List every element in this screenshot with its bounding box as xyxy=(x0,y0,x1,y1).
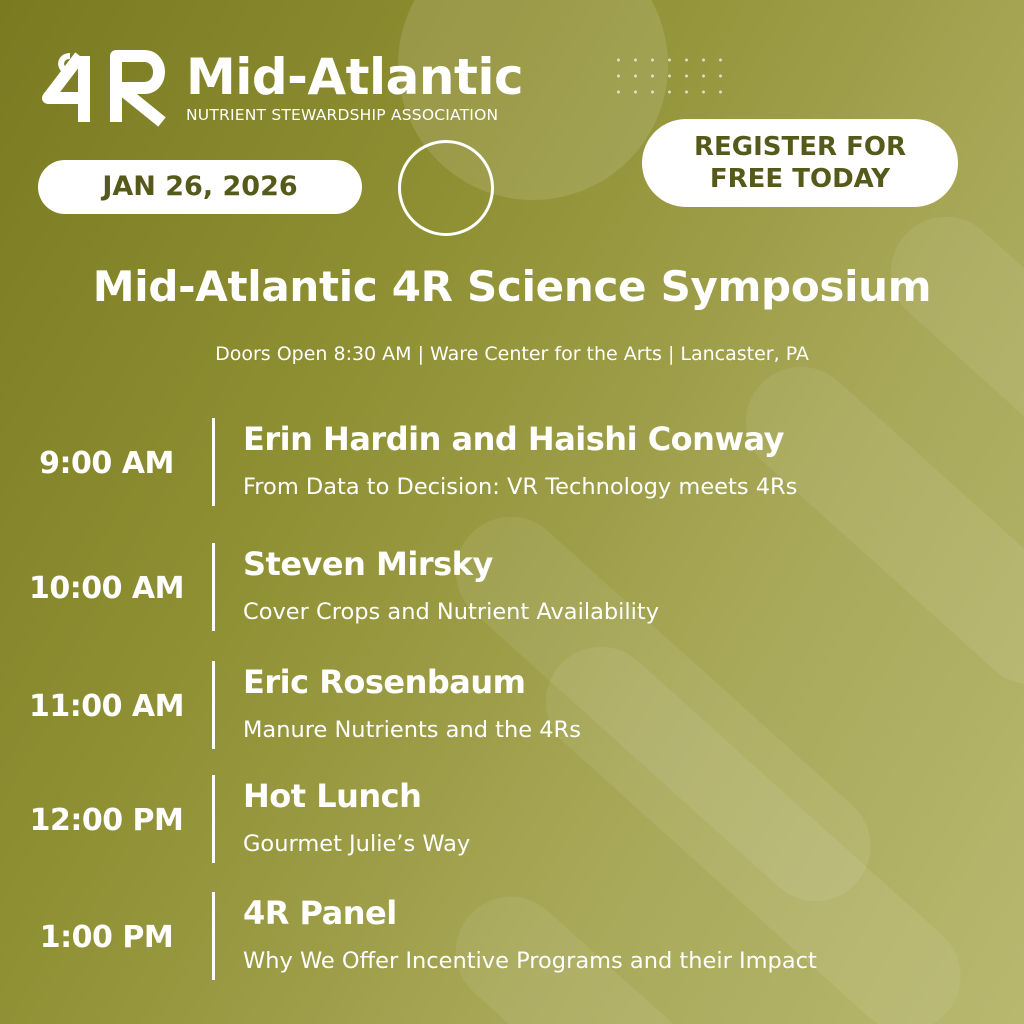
background-stripe xyxy=(723,344,1024,707)
register-label-line1: REGISTER FOR xyxy=(694,132,906,162)
4r-logo-icon xyxy=(40,48,180,128)
agenda-topic: Cover Crops and Nutrient Availability xyxy=(243,599,660,625)
agenda-item xyxy=(0,543,1024,633)
agenda-topic: Why We Offer Incentive Programs and their Impact xyxy=(243,948,817,974)
agenda-divider xyxy=(212,892,215,980)
agenda-divider xyxy=(212,661,215,749)
agenda-speaker: Steven Mirsky xyxy=(243,545,493,583)
agenda-item xyxy=(0,661,1024,751)
agenda-divider xyxy=(212,775,215,863)
agenda-topic: From Data to Decision: VR Technology meets 4Rs xyxy=(243,474,798,500)
agenda-time: 10:00 AM xyxy=(28,571,184,606)
logo-title: Mid-Atlantic xyxy=(186,48,524,106)
agenda-speaker: Eric Rosenbaum xyxy=(243,663,526,701)
agenda-divider xyxy=(212,543,215,631)
register-label-line2: FREE TODAY xyxy=(709,164,891,194)
agenda-speaker: 4R Panel xyxy=(243,894,397,932)
event-date-badge: JAN 26, 2026 xyxy=(38,160,362,214)
event-info: Doors Open 8:30 AM | Ware Center for the Arts | Lancaster, PA xyxy=(215,343,809,365)
agenda-item xyxy=(0,418,1024,508)
outline-ring xyxy=(398,140,494,236)
event-title: Mid-Atlantic 4R Science Symposium xyxy=(92,262,932,311)
agenda-item xyxy=(0,775,1024,865)
agenda-topic: Manure Nutrients and the 4Rs xyxy=(243,717,581,743)
agenda-time: 1:00 PM xyxy=(39,920,174,955)
agenda-time: 11:00 AM xyxy=(28,689,184,724)
agenda-item xyxy=(0,892,1024,982)
agenda-speaker: Erin Hardin and Haishi Conway xyxy=(243,420,784,458)
dot-grid xyxy=(610,52,730,100)
agenda-time: 12:00 PM xyxy=(29,803,184,838)
agenda-time: 9:00 AM xyxy=(39,446,174,481)
logo-subtitle: NUTRIENT STEWARDSHIP ASSOCIATION xyxy=(186,106,499,124)
agenda-divider xyxy=(212,418,215,506)
agenda-topic: Gourmet Julie’s Way xyxy=(243,831,471,857)
register-button[interactable] xyxy=(642,119,958,207)
agenda-speaker: Hot Lunch xyxy=(243,777,422,815)
